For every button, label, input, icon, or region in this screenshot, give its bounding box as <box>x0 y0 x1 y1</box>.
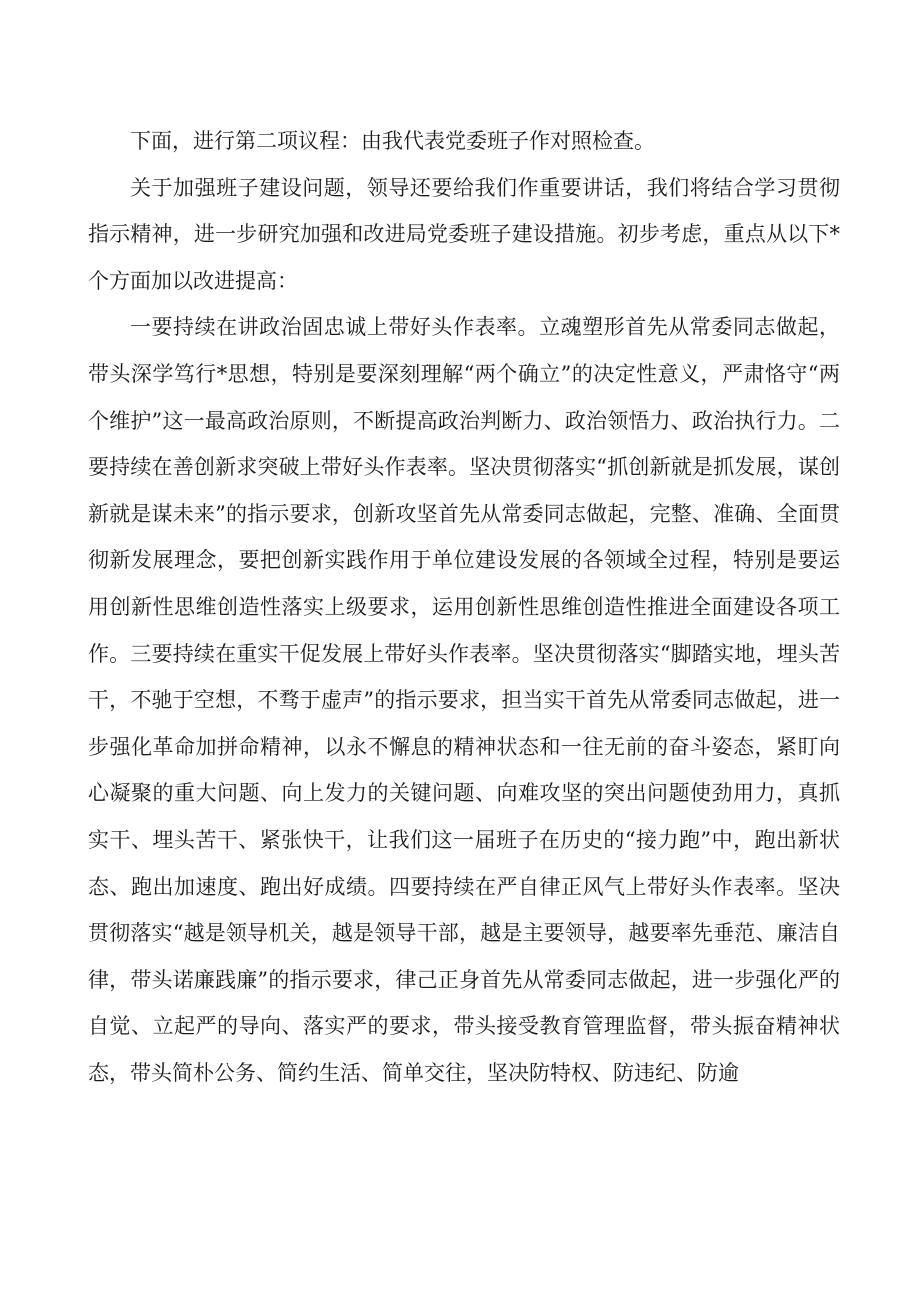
paragraph-intro: 关于加强班子建设问题，领导还要给我们作重要讲话，我们将结合学习贯彻指示精神，进一步研究加强和改进局党委班子建设措施。初步考虑，重点从以下*个方面加以改进提高： <box>88 175 840 293</box>
paragraph-measures: 一要持续在讲政治固忠诚上带好头作表率。立魂塑形首先从常委同志做起，带头深学笃行*思想，特别是要深刻理解“两个确立”的决定性意义，严肃恪守“两个维护”这一最高政治原则，不断提高政治判断力、政治领悟力、政治执行力。二要持续在善创新求突破上带好头作表率。坚决贯彻落实“抓创新就是抓发展，谋创新就是谋未来”的指示要求，创新攻坚首先从常委同志做起，完整、准确、全面贯彻新发展理念，要把创新实践作用于单位建设发展的各领域全过程，特别是要运用创新性思维创造性落实上级要求，运用创新性思维创造性推进全面建设各项工作。三要持续在重实干促发展上带好头作表率。坚决贯彻落实“脚踏实地，埋头苦干，不驰于空想，不骛于虚声”的指示要求，担当实干首先从常委同志做起，进一步强化革命加拼命精神，以永不懈息的精神状态和一往无前的奋斗姿态，紧盯向心凝聚的重大问题、向上发力的关键问题、向难攻坚的突出问题使劲用力，真抓实干、埋头苦干、紧张快干，让我们这一届班子在历史的“接力跑”中，跑出新状态、跑出加速度、跑出好成绩。四要持续在严自律正风气上带好头作表率。坚决贯彻落实“越是领导机关，越是领导干部，越是主要领导，越要率先垂范、廉洁自律，带头诺廉践廉”的指示要求，律己正身首先从常委同志做起，进一步强化严的自觉、立起严的导向、落实严的要求，带头接受教育管理监督，带头振奋精神状态，带头简朴公务、简约生活、简单交往，坚决防特权、防违纪、防逾 <box>88 315 840 1085</box>
document-body <box>88 118 840 1096</box>
paragraph-agenda: 下面，进行第二项议程：由我代表党委班子作对照检查。 <box>130 129 655 153</box>
